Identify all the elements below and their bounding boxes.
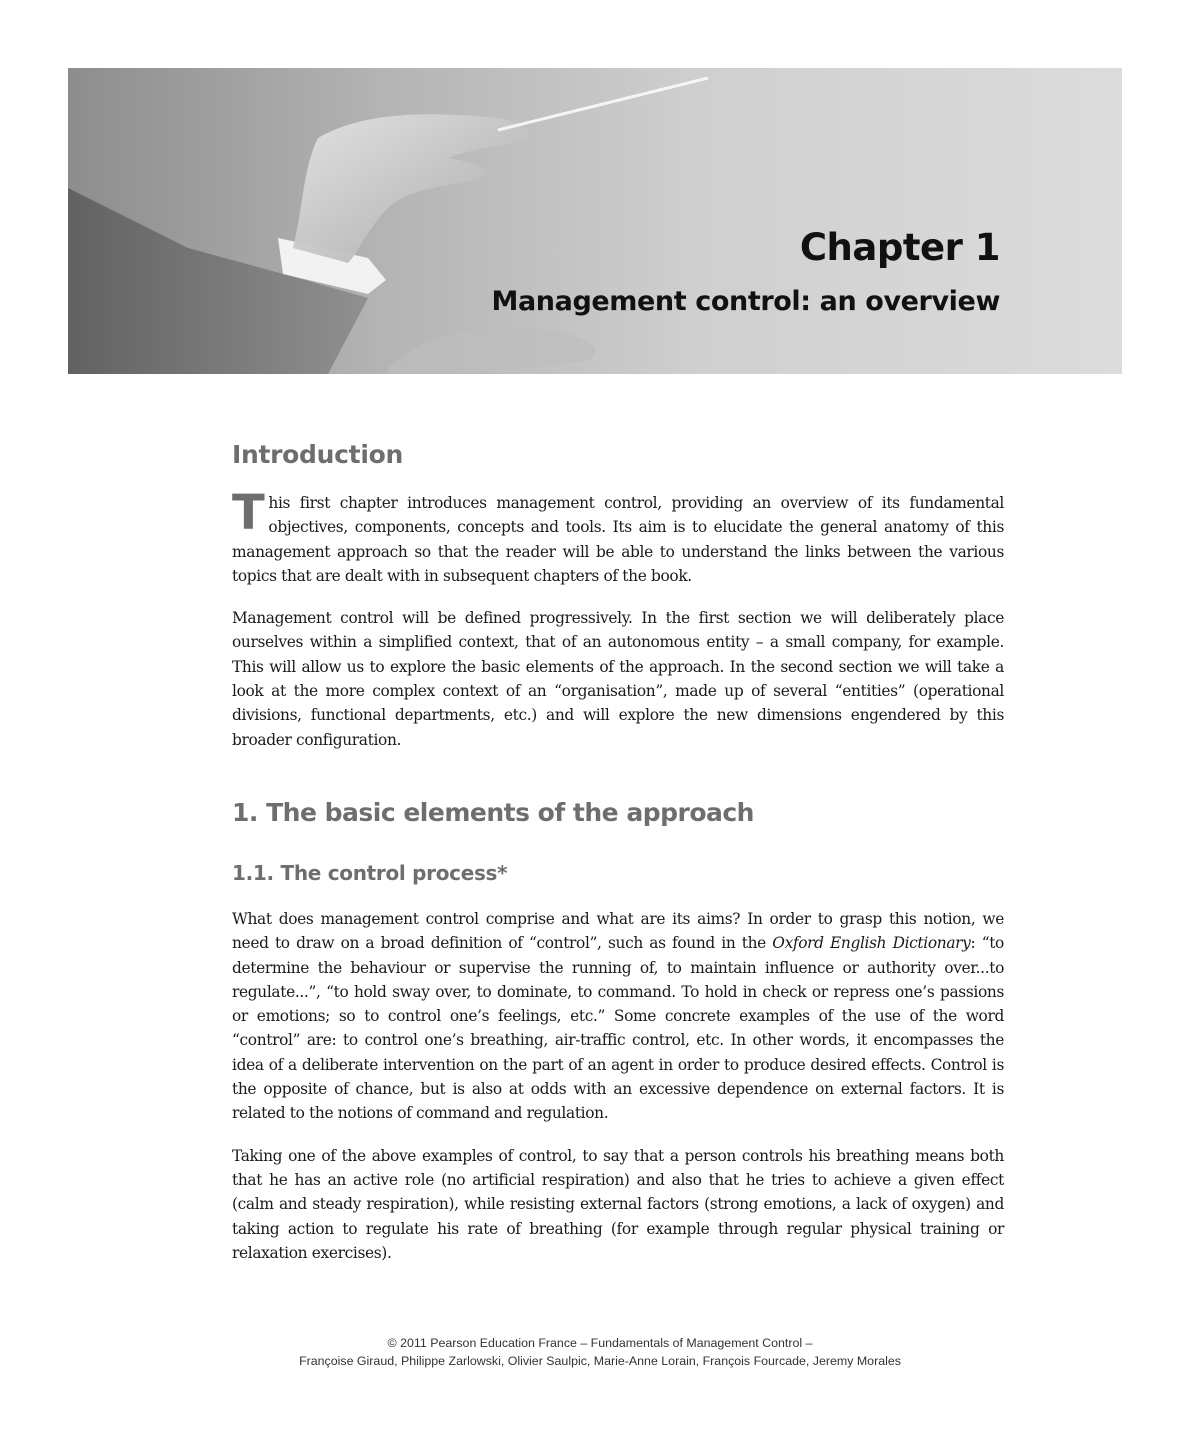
section-paragraph-1-a: What does management control comprise and what are its aims? In order to grasp this notion, we need to draw on a broad definition of “control”, such as found in the	[232, 909, 1004, 953]
intro-paragraph-2: Management control will be defined progressively. In the first section we will deliberately place ourselves within a simplified context, that of an autonomous entity – a small company, for example. This will allow us to explore the basic elements of the approach. In the second section we will take a look at the more complex context of an “organisation”, made up of several “entities” (operational divisions, functional departments, etc.) and will explore the new dimensions engendered by this broader configuration.	[232, 609, 1004, 749]
intro-paragraph-1-text: his first chapter introduces management control, providing an overview of its fundamental objectives, components, concepts and tools. Its aim is to elucidate the general anatomy of this management approach so that the reader will be able to understand the links between the various topics that are dealt with in subsequent chapters of the book.	[232, 494, 1004, 585]
section-paragraph-1-b: : “to determine the behaviour or supervise the running of, to maintain influence or authority over...to regulate...”, “to hold sway over, to dominate, to command. To hold in check or repress one’s passions or emotions; so to control one’s feelings, etc.” Some concrete examples of the use of the word “control” are: to control one’s breathing, air-traffic control, etc. In other words, it encompasses the idea of a deliberate intervention on the part of an agent in order to produce desired effects. Control is the opposite of chance, but is also at odds with an excessive dependence on external factors. It is related to the notions of command and regulation.	[232, 934, 1004, 1123]
footer-line-1: © 2011 Pearson Education France – Fundamentals of Management Control –	[387, 1336, 813, 1350]
chapter-title: Management control: an overview	[491, 286, 1000, 317]
dictionary-title: Oxford English Dictionary	[772, 934, 971, 953]
page-content	[232, 440, 1004, 1283]
section-paragraph-1	[232, 907, 1004, 1126]
chapter-banner	[68, 68, 1122, 374]
subsection-heading: 1.1. The control process*	[232, 860, 508, 885]
conductor-hands-image	[68, 68, 1122, 374]
intro-paragraph-1	[232, 485, 1004, 588]
footer-line-2: Françoise Giraud, Philippe Zarlowski, Olivier Saulpic, Marie-Anne Lorain, François Fourcade, Jeremy Morales	[299, 1354, 901, 1368]
drop-cap: T	[232, 485, 265, 541]
copyright-footer	[0, 1334, 1200, 1370]
chapter-number: Chapter 1	[799, 226, 1000, 269]
introduction-heading: Introduction	[232, 440, 403, 469]
section-paragraph-2: Taking one of the above examples of control, to say that a person controls his breathing means both that he has an active role (no artificial respiration) and also that he tries to achieve a given effect (calm and steady respiration), while resisting external factors (strong emotions, a lack of oxygen) and taking action to regulate his rate of breathing (for example through regular physical training or relaxation exercises).	[232, 1146, 1004, 1262]
section-heading: 1. The basic elements of the approach	[232, 797, 754, 827]
